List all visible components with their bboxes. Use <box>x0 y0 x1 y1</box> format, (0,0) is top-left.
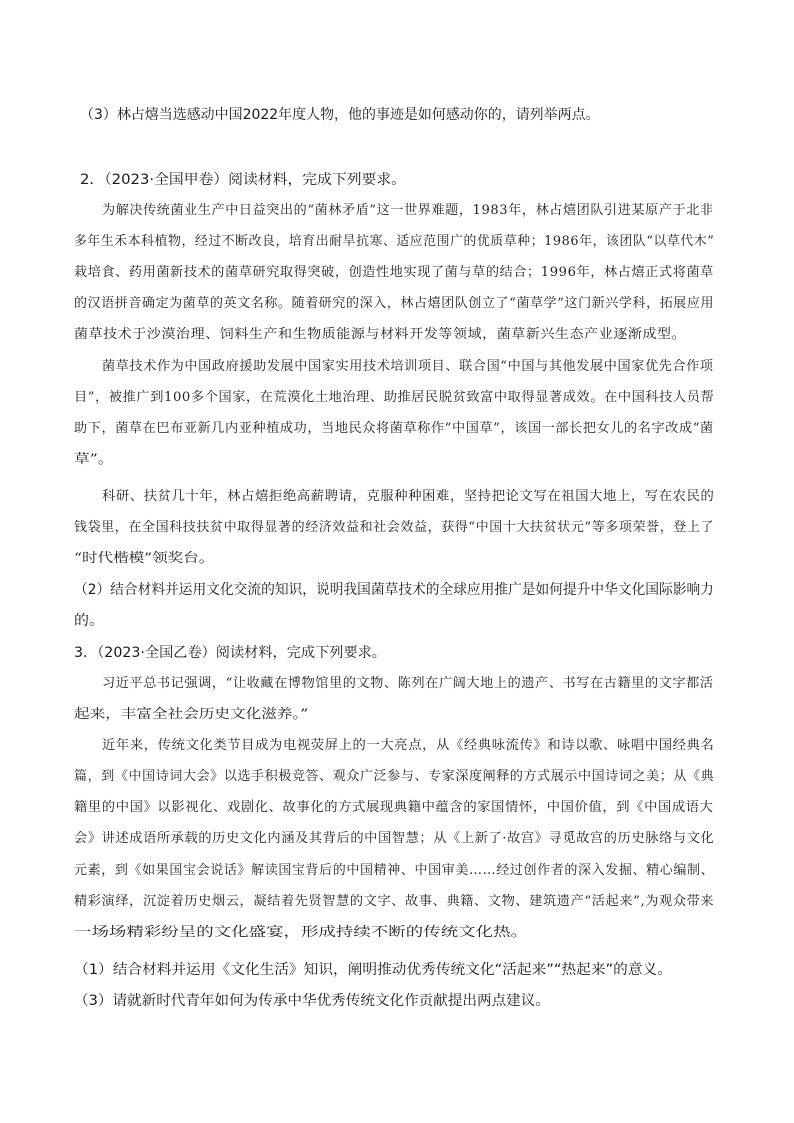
question-2-part-2-line: （2）结合材料并运用文化交流的知识，说明我国菌草技术的全球应用推广是如何提升中华文化国际影响力 <box>74 582 714 598</box>
material-line: 科研、扶贫几十年，林占熺拒绝高薪聘请，克服种种困难，坚持把论文写在祖国大地上，写在农民的 <box>102 489 715 504</box>
material-line: 菌草技术于沙漠治理、饲料生产和生物质能源与材料开发等领域，菌草新兴生态产业逐渐成型。 <box>74 327 687 342</box>
question-3-part-3-line: （3）林占熺当选感动中国2022年度人物，他的事迹是如何感动你的，请列举两点。 <box>80 107 600 123</box>
material-line: 起来，丰富全社会历史文化滋养。” <box>74 707 309 722</box>
material-line: 菌草技术作为中国政府援助发展中国家实用技术培训项目、联合国“中国与其他发展中国家优先合作项 <box>102 359 714 374</box>
material-line: 籍里的中国》以影视化、戏剧化、故事化的方式展现典籍中蕴含的家国情怀，中国价值，到《中国成语大 <box>74 800 714 815</box>
material-line: 近年来，传统文化类节目成为电视荧屏上的一大亮点，从《经典咏流传》和诗以歌、咏唱中国经典名 <box>102 738 715 753</box>
question-3-header: 3．（2023·全国乙卷）阅读材料，完成下列要求。 <box>74 645 386 661</box>
material-line: 为解决传统菌业生产中日益突出的“菌林矛盾”这一世界难题，1983年，林占熺团队引进某原产于北非 <box>102 203 714 218</box>
material-line: 元素，到《如果国宝会说话》解读国宝背后的中国精神、中国审美……经过创作者的深入发掘、精心编制、 <box>74 863 715 878</box>
question-3-part-3-line: （3）请就新时代青年如何为传承中华优秀传统文化作贡献提出两点建议。 <box>74 993 550 1009</box>
material-line: 会》讲述成语所承载的历史文化内涵及其背后的中国智慧；从《上新了·故宫》寻觅故宫的历史脉络与文化 <box>74 831 715 846</box>
material-line: 草”。 <box>74 452 114 467</box>
material-line: 钱袋里，在全国科技扶贫中取得显著的经济效益和社会效益，获得“中国十大扶贫状元”等多项荣誉，登上了 <box>74 520 715 535</box>
material-line: 栽培食、药用菌新技术的菌草研究取得突破，创造性地实现了菌与草的结合；1996年，林占熺正式将菌草 <box>74 265 714 280</box>
material-line: 目”，被推广到100多个国家，在荒漠化土地治理、助推居民脱贫致富中取得显著成效。在中国科技人员帮 <box>74 390 715 405</box>
material-line: 一场场精彩纷呈的文化盛宴，形成持续不断的传统文化热。 <box>74 925 529 940</box>
material-line: 助下，菌草在巴布亚新几内亚种植成功，当地民众将菌草称作“中国草”，该国一部长把女儿的名字改成“菌 <box>74 421 714 436</box>
material-line: 篇，到《中国诗词大会》以选手积极竞答、观众广泛参与、专家深度阐释的方式展示中国诗词之美；从《典 <box>74 769 715 784</box>
question-2-header: 2．（2023·全国甲卷）阅读材料，完成下列要求。 <box>80 172 406 188</box>
material-line: 精彩演绎，沉淀着历史烟云，凝结着先贤智慧的文字、故事、典籍、文物、建筑遗产“活起来”,为观众带来 <box>74 894 715 909</box>
question-3-part-1-line: （1）结合材料并运用《文化生活》知识，阐明推动优秀传统文化“活起来”“热起来”的意义。 <box>74 962 672 978</box>
material-line: 多年生禾本科植物，经过不断改良，培育出耐旱抗寒、适应范围广的优质草种；1986年，该团队“以草代木” <box>74 234 715 249</box>
material-line: 习近平总书记强调，“让收藏在博物馆里的文物、陈列在广阔大地上的遗产、书写在古籍里的文字都活 <box>102 676 714 691</box>
material-line: 的汉语拼音确定为菌草的英文名称。随着研究的深入，林占熺团队创立了“菌草学”这门新兴学科，拓展应用 <box>74 296 715 311</box>
question-2-part-2-line: 的。 <box>74 613 104 629</box>
material-line: “时代楷模”领奖台。 <box>74 551 215 566</box>
